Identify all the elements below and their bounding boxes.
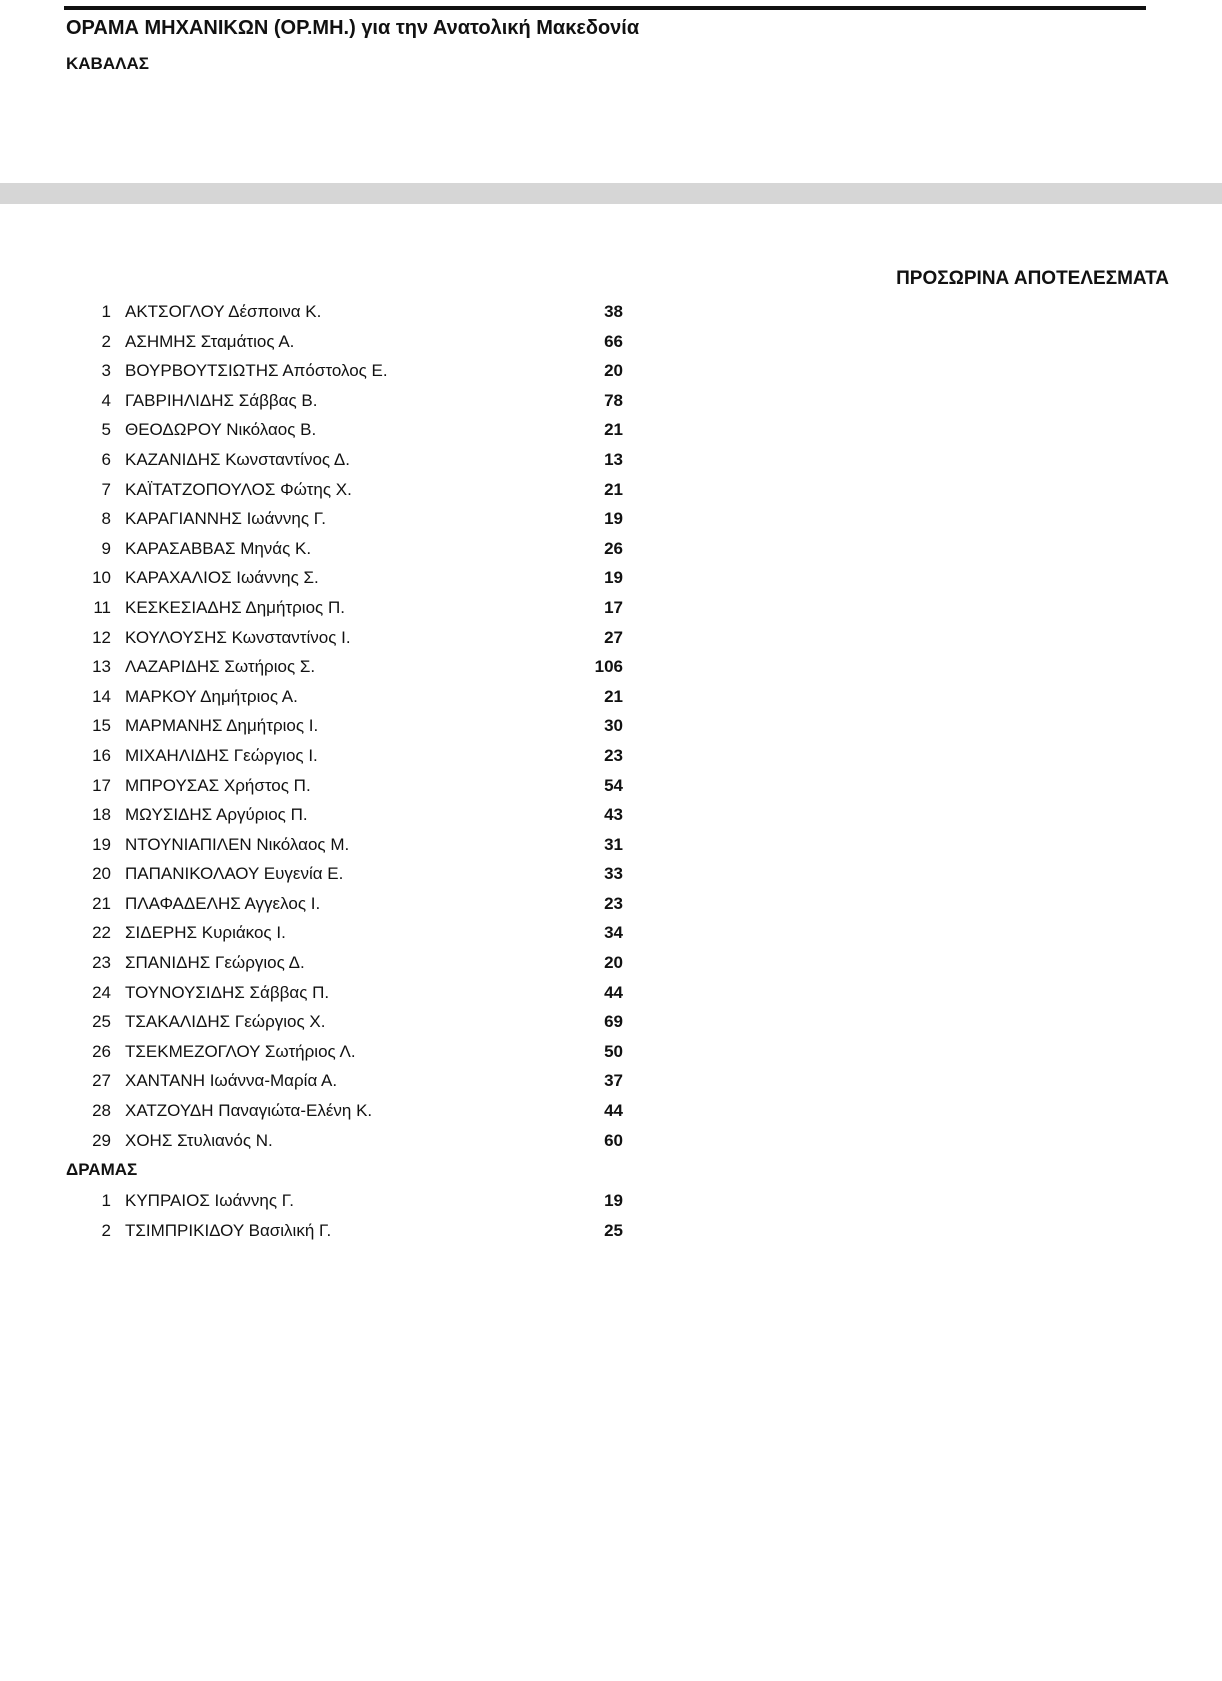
candidate-name: ΚΑΡΑΣΑΒΒΑΣ Μηνάς Κ. [125,538,312,558]
candidate-votes: 60 [604,1130,623,1150]
candidate-number: 26 [92,1041,111,1061]
candidate-row [0,1037,700,1067]
candidate-number: 11 [93,597,111,617]
candidate-row [0,1007,700,1037]
candidate-number: 8 [101,509,111,529]
candidate-row [0,386,700,416]
candidate-row [0,563,700,593]
candidate-row [0,889,700,919]
candidate-votes: 19 [604,1191,623,1211]
candidate-name: ΧΟΗΣ Στυλιανός Ν. [125,1130,273,1150]
candidate-votes: 20 [604,953,623,973]
candidate-name: ΚΥΠΡΑΙΟΣ Ιωάννης Γ. [125,1191,294,1211]
candidate-votes: 66 [604,331,623,351]
candidate-row [0,1216,700,1246]
candidate-votes: 23 [604,893,623,913]
candidate-row [0,1096,700,1126]
candidate-number: 1 [101,1191,111,1211]
candidate-votes: 25 [604,1220,623,1240]
candidate-number: 19 [92,834,111,854]
candidate-number: 13 [92,657,111,677]
candidate-number: 4 [101,390,111,410]
candidate-votes: 34 [604,923,623,943]
candidate-votes: 19 [604,568,623,588]
candidate-votes: 44 [604,1101,623,1121]
candidate-row [0,948,700,978]
candidate-row [0,356,700,386]
candidate-name: ΜΑΡΚΟΥ Δημήτριος Α. [125,686,298,706]
candidate-votes: 50 [604,1041,623,1061]
candidate-name: ΜΑΡΜΑΝΗΣ Δημήτριος Ι. [125,716,319,736]
region-heading: ΔΡΑΜΑΣ [66,1160,138,1180]
candidate-votes: 38 [604,302,623,321]
candidate-row [0,771,700,801]
candidate-votes: 26 [604,538,623,558]
candidate-number: 28 [92,1101,111,1121]
candidate-name: ΜΩΥΣΙΔΗΣ Αργύριος Π. [125,805,308,825]
candidate-row [0,445,700,475]
candidate-name: ΤΣΕΚΜΕΖΟΓΛΟΥ Σωτήριος Λ. [125,1041,356,1061]
candidate-name: ΠΛΑΦΑΔΕΛΗΣ Αγγελος Ι. [125,893,321,913]
candidate-votes: 27 [604,627,623,647]
candidate-row [0,1186,700,1216]
candidate-name: ΚΑΖΑΝΙΔΗΣ Κωνσταντίνος Δ. [125,449,350,469]
candidate-number: 7 [101,479,111,499]
candidate-row [0,297,700,327]
candidate-number: 15 [92,716,111,736]
candidate-number: 3 [101,361,111,381]
candidate-name: ΛΑΖΑΡΙΔΗΣ Σωτήριος Σ. [125,657,316,677]
candidate-row [0,652,700,682]
candidate-row [0,830,700,860]
candidate-name: ΒΟΥΡΒΟΥΤΣΙΩΤΗΣ Απόστολος Ε. [125,361,388,381]
provisional-results-label: ΠΡΟΣΩΡΙΝΑ ΑΠΟΤΕΛΕΣΜΑΤΑ [896,268,1169,289]
candidate-name: ΧΑΝΤΑΝΗ Ιωάννα-Μαρία Α. [125,1071,338,1091]
candidate-number: 22 [92,923,111,943]
candidate-votes: 78 [604,390,623,410]
candidate-number: 25 [92,1012,111,1032]
candidate-name: ΣΙΔΕΡΗΣ Κυριάκος Ι. [125,923,286,943]
candidate-votes: 17 [604,597,623,617]
candidate-number: 12 [92,627,111,647]
candidate-votes: 30 [604,716,623,736]
candidate-votes: 106 [594,657,623,677]
candidate-votes: 21 [604,420,623,440]
candidate-number: 27 [92,1071,111,1091]
candidate-name: ΚΑΪΤΑΤΖΟΠΟΥΛΟΣ Φώτης Χ. [125,479,352,499]
candidate-row [0,918,700,948]
candidate-row [0,475,700,505]
candidate-name: ΚΟΥΛΟΥΣΗΣ Κωνσταντίνος Ι. [125,627,351,647]
candidate-row [0,623,700,653]
candidate-name: ΓΑΒΡΙΗΛΙΔΗΣ Σάββας Β. [125,390,318,410]
candidate-votes: 13 [604,449,623,469]
candidate-name: ΤΣΑΚΑΛΙΔΗΣ Γεώργιος Χ. [125,1012,326,1032]
candidate-name: ΜΠΡΟΥΣΑΣ Χρήστος Π. [125,775,311,795]
candidate-number: 6 [101,449,111,469]
candidate-row [0,711,700,741]
candidate-name: ΤΟΥΝΟΥΣΙΔΗΣ Σάββας Π. [125,982,330,1002]
top-rule [64,6,1146,10]
candidate-number: 20 [92,864,111,884]
candidate-name: ΚΑΡΑΧΑΛΙΟΣ Ιωάννης Σ. [125,568,319,588]
candidate-name: ΝΤΟΥΝΙΑΠΙΛΕΝ Νικόλαος Μ. [125,834,350,854]
candidate-row [0,859,700,889]
region-heading-kavala: ΚΑΒΑΛΑΣ [66,54,149,73]
candidate-row [0,800,700,830]
candidate-number: 16 [92,745,111,765]
candidate-row [0,1126,700,1156]
candidate-name: ΤΣΙΜΠΡΙΚΙΔΟΥ Βασιλική Γ. [125,1220,332,1240]
candidate-votes: 20 [604,361,623,381]
candidate-number: 5 [101,420,111,440]
candidate-number: 24 [92,982,111,1002]
candidate-number: 21 [92,893,111,913]
candidate-number: 9 [101,538,111,558]
candidate-number: 18 [92,805,111,825]
candidate-row [0,534,700,564]
candidate-name: ΑΣΗΜΗΣ Σταμάτιος Α. [125,331,295,351]
region-section-heading [0,1155,700,1186]
candidate-row [0,327,700,357]
candidate-votes: 69 [604,1012,623,1032]
candidate-votes: 44 [604,982,623,1002]
candidate-row [0,504,700,534]
candidate-name: ΑΚΤΣΟΓΛΟΥ Δέσποινα Κ. [125,302,322,321]
candidate-row [0,415,700,445]
candidate-number: 14 [92,686,111,706]
candidate-votes: 33 [604,864,623,884]
candidate-votes: 23 [604,745,623,765]
candidate-name: ΜΙΧΑΗΛΙΔΗΣ Γεώργιος Ι. [125,745,318,765]
candidate-number: 29 [92,1130,111,1150]
candidate-votes: 21 [604,686,623,706]
candidate-votes: 21 [604,479,623,499]
candidate-row [0,682,700,712]
candidate-name: ΠΑΠΑΝΙΚΟΛΑΟΥ Ευγενία Ε. [125,864,344,884]
candidate-votes: 54 [604,775,623,795]
candidate-name: ΚΕΣΚΕΣΙΑΔΗΣ Δημήτριος Π. [125,597,345,617]
gray-divider-band [0,183,1222,204]
candidate-row [0,1066,700,1096]
candidate-number: 10 [92,568,111,588]
candidate-number: 23 [92,953,111,973]
candidate-name: ΣΠΑΝΙΔΗΣ Γεώργιος Δ. [125,953,305,973]
candidate-row [0,978,700,1008]
candidate-number: 1 [101,302,111,321]
candidate-number: 17 [92,775,111,795]
document-title: ΟΡΑΜΑ ΜΗΧΑΝΙΚΩΝ (ΟΡ.ΜΗ.) για την Ανατολική Μακεδονία [66,17,640,39]
candidate-row [0,741,700,771]
candidate-number: 2 [101,331,111,351]
candidate-votes: 37 [604,1071,623,1091]
candidate-votes: 31 [604,834,623,854]
candidate-name: ΚΑΡΑΓΙΑΝΝΗΣ Ιωάννης Γ. [125,509,326,529]
candidate-name: ΧΑΤΖΟΥΔΗ Παναγιώτα-Ελένη Κ. [125,1101,373,1121]
candidate-name: ΘΕΟΔΩΡΟΥ Νικόλαος Β. [125,420,317,440]
candidate-row [0,593,700,623]
candidate-number: 2 [101,1220,111,1240]
candidate-votes: 43 [604,805,623,825]
results-list [0,297,700,1245]
candidate-votes: 19 [604,509,623,529]
